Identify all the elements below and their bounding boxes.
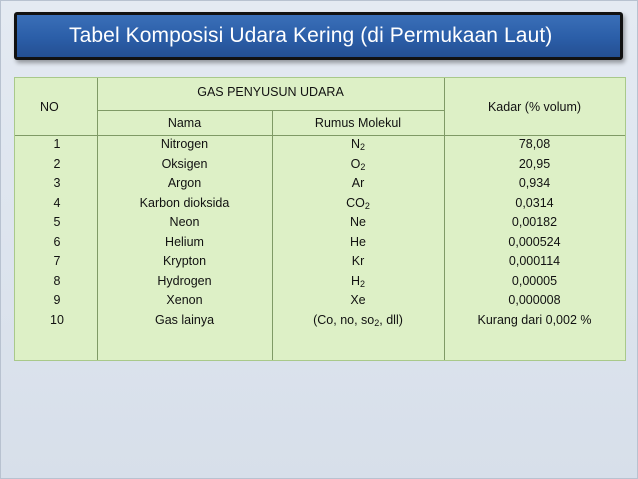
formula-base: H bbox=[350, 273, 360, 288]
header-nama: Nama bbox=[167, 116, 202, 130]
column-no bbox=[37, 135, 77, 330]
formula-subscript: 2 bbox=[364, 200, 370, 211]
cell-rumus bbox=[272, 233, 444, 253]
cell-nama: Argon bbox=[167, 176, 202, 190]
cell-nama: Neon bbox=[169, 215, 200, 229]
formula-tail: , dll) bbox=[379, 312, 403, 327]
cell-kadar: 0,0314 bbox=[515, 195, 554, 210]
header-rumus: Rumus Molekul bbox=[314, 116, 402, 130]
formula-base: Xe bbox=[350, 293, 366, 307]
cell-nama: Krypton bbox=[162, 254, 207, 268]
formula-base: N bbox=[350, 137, 360, 151]
slide-title: Tabel Komposisi Udara Kering (di Permukaan Laut) bbox=[69, 24, 553, 47]
table-divider bbox=[97, 110, 444, 111]
formula-base: He bbox=[350, 234, 366, 249]
header-no: NO bbox=[40, 100, 59, 114]
header-group: GAS PENYUSUN UDARA bbox=[197, 85, 344, 99]
cell-kadar: 78,08 bbox=[518, 137, 551, 151]
cell-no: 2 bbox=[53, 156, 61, 171]
cell-no: 5 bbox=[53, 215, 61, 229]
cell-no: 7 bbox=[53, 254, 61, 268]
cell-kadar: 0,00182 bbox=[511, 215, 558, 229]
cell-nama: Gas lainya bbox=[154, 312, 215, 327]
cell-rumus bbox=[272, 135, 444, 155]
formula-subscript: 2 bbox=[360, 161, 366, 172]
formula-base: Kr bbox=[351, 254, 365, 268]
formula-subscript: 2 bbox=[360, 142, 366, 152]
cell-rumus bbox=[272, 252, 444, 272]
title-bar bbox=[14, 12, 623, 60]
formula-base: CO bbox=[346, 195, 365, 210]
cell-kadar: 0,000524 bbox=[508, 234, 561, 249]
cell-kadar: 0,000008 bbox=[508, 293, 561, 307]
header-kadar: Kadar (% volum) bbox=[487, 100, 582, 114]
cell-kadar: Kurang dari 0,002 % bbox=[477, 312, 592, 327]
cell-kadar: 20,95 bbox=[518, 156, 551, 171]
cell-nama: Helium bbox=[165, 234, 204, 249]
cell-rumus bbox=[272, 174, 444, 194]
cell-rumus bbox=[272, 213, 444, 233]
cell-rumus bbox=[272, 272, 444, 292]
cell-kadar: 0,000114 bbox=[508, 254, 561, 268]
cell-no: 4 bbox=[53, 195, 61, 210]
cell-kadar: 0,934 bbox=[518, 176, 551, 190]
cell-rumus bbox=[272, 155, 444, 175]
cell-no: 8 bbox=[53, 273, 61, 288]
cell-nama: Nitrogen bbox=[160, 137, 209, 151]
column-kadar bbox=[444, 135, 625, 330]
cell-rumus bbox=[272, 311, 444, 331]
cell-rumus bbox=[272, 291, 444, 311]
cell-rumus bbox=[272, 194, 444, 214]
formula-subscript: 2 bbox=[360, 278, 366, 289]
cell-nama: Xenon bbox=[166, 293, 203, 307]
cell-kadar: 0,00005 bbox=[511, 273, 558, 288]
formula-base: (Co, no, so bbox=[313, 312, 375, 327]
cell-no: 9 bbox=[53, 293, 61, 307]
formula-subscript: 2 bbox=[374, 317, 380, 328]
column-rumus bbox=[272, 135, 444, 330]
formula-base: O bbox=[350, 156, 361, 171]
cell-nama: Hydrogen bbox=[157, 273, 212, 288]
composition-table bbox=[14, 77, 626, 361]
cell-no: 10 bbox=[50, 312, 64, 327]
formula-base: Ar bbox=[351, 176, 365, 190]
cell-no: 6 bbox=[53, 234, 61, 249]
column-nama bbox=[97, 135, 272, 330]
formula-base: Ne bbox=[350, 215, 366, 229]
cell-nama: Oksigen bbox=[161, 156, 208, 171]
cell-no: 3 bbox=[53, 176, 61, 190]
cell-nama: Karbon dioksida bbox=[139, 195, 230, 210]
cell-no: 1 bbox=[53, 137, 61, 151]
